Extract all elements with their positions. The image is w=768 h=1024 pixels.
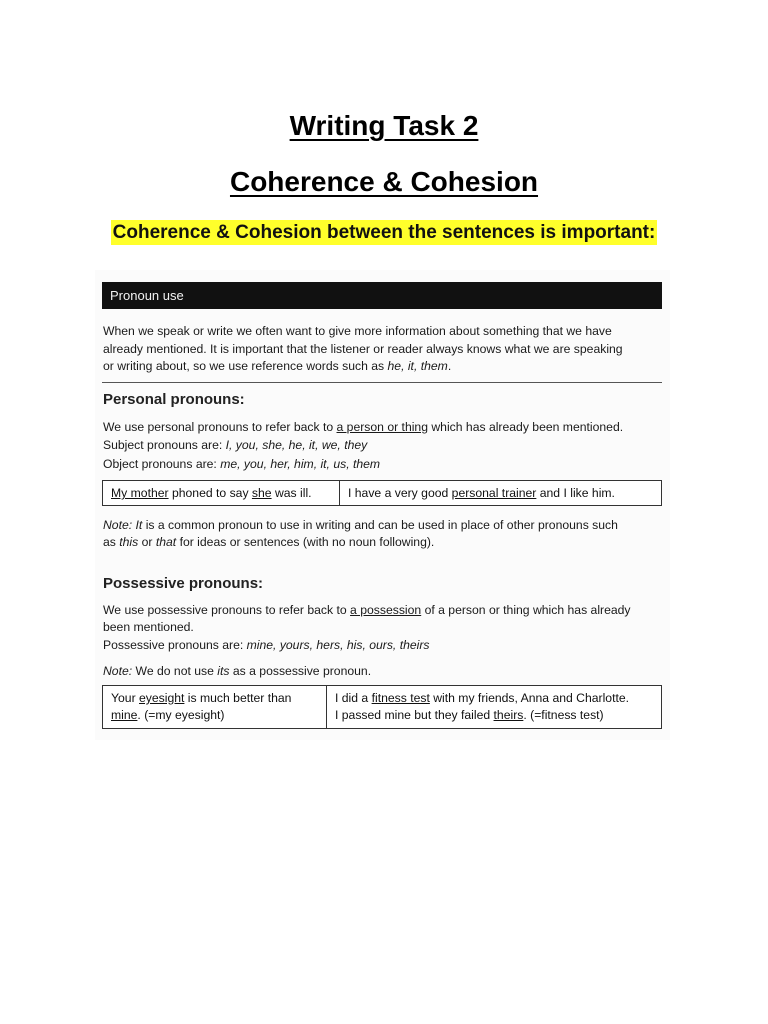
personal-example-1: My mother phoned to say she was ill. <box>111 486 312 500</box>
intro-line-1: When we speak or write we often want to give more information about something that we have <box>103 324 612 338</box>
section-bar-pronoun-use: Pronoun use <box>102 282 662 309</box>
divider <box>102 382 662 383</box>
personal-note-line-1: Note: It is a common pronoun to use in writing and can be used in place of other pronouns such <box>103 518 618 532</box>
highlight-line <box>0 222 768 244</box>
page-title: Writing Task 2 <box>289 110 479 141</box>
possessive-note: Note: We do not use its as a possessive pronoun. <box>103 664 372 678</box>
personal-line-2: Subject pronouns are: I, you, she, he, it, we, they <box>103 438 368 452</box>
possessive-example-table <box>102 685 662 729</box>
possessive-example-2: I did a fitness test with my friends, Anna and Charlotte. I passed mine but they failed theirs. (=fitness test) <box>326 686 661 728</box>
personal-example-table <box>102 480 662 506</box>
possessive-line-2: been mentioned. <box>103 620 194 634</box>
intro-line-2: already mentioned. It is important that the listener or reader always knows what we are speaking <box>103 342 623 356</box>
personal-line-3: Object pronouns are: me, you, her, him, it, us, them <box>103 457 381 471</box>
heading-personal-pronouns: Personal pronouns: <box>103 391 245 408</box>
highlighted-statement: Coherence & Cohesion between the sentences is important: <box>112 222 656 243</box>
possessive-line-3: Possessive pronouns are: mine, yours, hers, his, ours, theirs <box>103 638 430 652</box>
intro-line-3: or writing about, so we use reference words such as he, it, them. <box>103 359 452 373</box>
personal-line-1: We use personal pronouns to refer back to a person or thing which has already been mentioned. <box>103 420 624 434</box>
possessive-line-1: We use possessive pronouns to refer back to a possession of a person or thing which has already <box>103 603 631 617</box>
heading-possessive-pronouns: Possessive pronouns: <box>103 575 264 592</box>
possessive-example-1: Your eyesight is much better than mine. (=my eyesight) <box>111 691 292 722</box>
page-subtitle: Coherence & Cohesion <box>229 166 539 197</box>
scanned-worksheet <box>95 270 670 740</box>
personal-note-line-2: as this or that for ideas or sentences (with no noun following). <box>103 535 435 549</box>
personal-example-2: I have a very good personal trainer and I like him. <box>339 481 661 505</box>
